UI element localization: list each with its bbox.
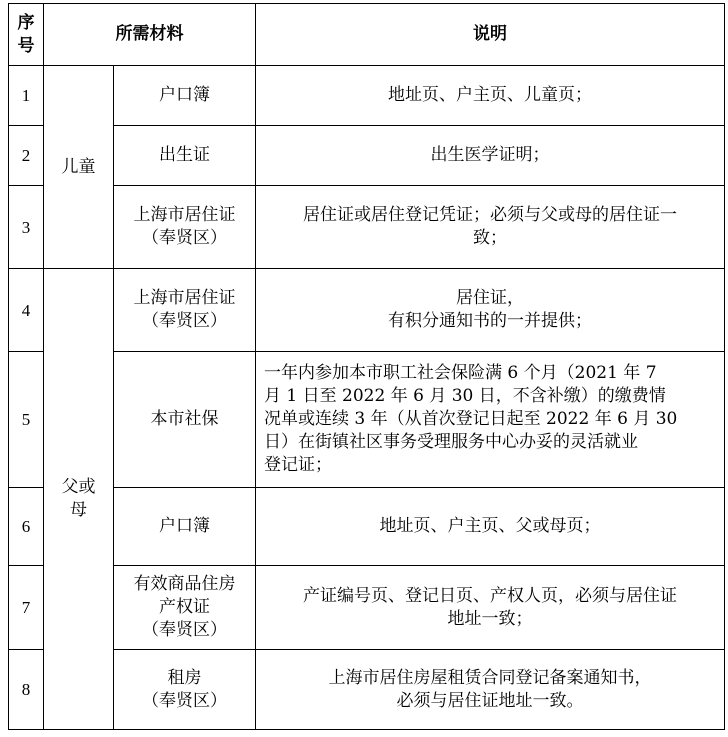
material-name: 租房 （奉贤区） (114, 650, 256, 730)
material-name: 户口簿 (114, 66, 256, 126)
row-number: 4 (9, 269, 44, 352)
table-row (9, 269, 725, 352)
header-desc: 说明 (256, 4, 725, 66)
row-number: 8 (9, 650, 44, 730)
row-number: 3 (9, 186, 44, 269)
material-name: 上海市居住证 （奉贤区） (114, 186, 256, 269)
table-row (9, 488, 725, 566)
table-row (9, 650, 725, 730)
material-name: 户口簿 (114, 488, 256, 566)
table-row (9, 186, 725, 269)
header-row (9, 4, 725, 66)
group-label-child: 儿童 (44, 66, 114, 269)
materials-table (8, 3, 725, 730)
material-description: 上海市居住房屋租赁合同登记备案通知书， 必须与居住证地址一致。 (256, 650, 725, 730)
table-row (9, 566, 725, 650)
row-number: 7 (9, 566, 44, 650)
material-description: 一年内参加本市职工社会保险满 6 个月（2021 年 7 月 1 日至 2022 年 6 月 30 日，不含补缴）的缴费情 况单或连续 3 年（从首次登记日起至 2022 年 6 月 30 日）在街镇社区事务受理服务中心办妥的灵活就业 登记证； (256, 352, 725, 488)
row-number: 5 (9, 352, 44, 488)
table-row (9, 66, 725, 126)
material-description: 地址页、户主页、儿童页； (256, 66, 725, 126)
header-materials: 所需材料 (44, 4, 256, 66)
material-description: 居住证或居住登记凭证；必须与父或母的居住证一 致； (256, 186, 725, 269)
table-row (9, 352, 725, 488)
header-seq: 序 号 (9, 4, 44, 66)
group-label-parent: 父或 母 (44, 269, 114, 730)
material-description: 地址页、户主页、父或母页； (256, 488, 725, 566)
material-name: 本市社保 (114, 352, 256, 488)
material-name: 出生证 (114, 126, 256, 186)
material-description: 出生医学证明； (256, 126, 725, 186)
row-number: 6 (9, 488, 44, 566)
table-row (9, 126, 725, 186)
row-number: 1 (9, 66, 44, 126)
row-number: 2 (9, 126, 44, 186)
material-description: 产证编号页、登记日页、产权人页，必须与居住证 地址一致； (256, 566, 725, 650)
material-description: 居住证， 有积分通知书的一并提供； (256, 269, 725, 352)
material-name: 有效商品住房 产权证 （奉贤区） (114, 566, 256, 650)
material-name: 上海市居住证 （奉贤区） (114, 269, 256, 352)
